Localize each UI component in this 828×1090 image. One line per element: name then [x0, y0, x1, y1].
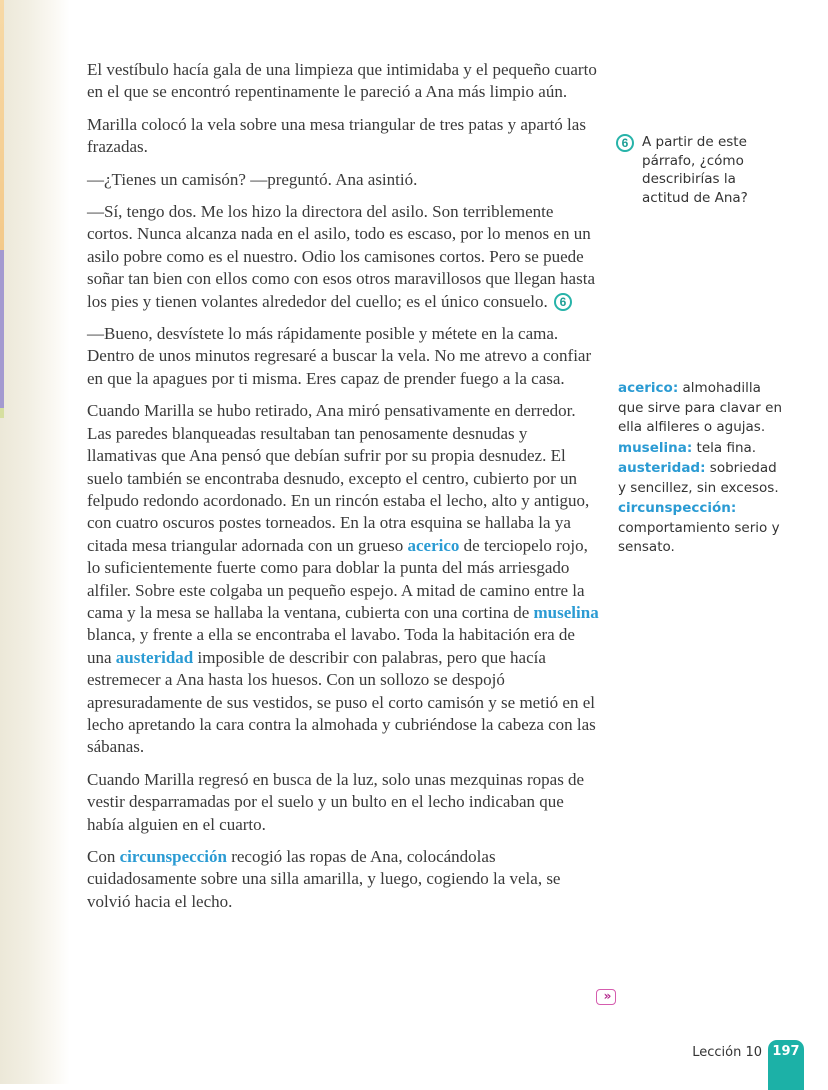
glossary-definition: tela fina. [696, 439, 757, 456]
paragraph-7: Cuando Marilla regresó en busca de la luz, solo unas mezquinas ropas de vestir desparramadas por el suelo y un bulto en el lecho indicaban que había alguien en el cuarto. [87, 769, 585, 834]
edge-color-tab-orange [0, 0, 4, 250]
page-margin-gradient [0, 0, 70, 1084]
paragraph-2: Marilla colocó la vela sobre una mesa triangular de tres patas y apartó las frazadas. [87, 114, 586, 157]
paragraph-8 [87, 846, 599, 913]
paragraph-4-text: —Sí, tengo dos. Me los hizo la directora del asilo. Son terriblemente cortos. Nunca alcanza nada en el asilo, todo es escaso, por lo menos en un asilo pobre como es el nuestro. Odio los camisones cortos. Pero se puede soñar tan bien con ellos como con esos otros maravillosos que llegan hasta los pies y tienen volantes alrededor del cuello; es el único consuelo. [87, 202, 595, 311]
glossary-entry-muselina [618, 439, 788, 459]
paragraph-6-text-b: de terciopelo rojo, lo suficientemente fuerte como para doblar la punta del más arriesgado alfiler. Sobre este colgaba un pequeño espejo. A mitad de camino entre la cama y la mesa se hallaba la ventana, cubierta con una cortina de [87, 535, 588, 622]
edge-color-tab-green [0, 408, 4, 418]
margin-question [616, 133, 766, 207]
glossary-link-muselina[interactable]: muselina [533, 602, 599, 622]
glossary-link-austeridad[interactable]: austeridad [115, 647, 194, 667]
glossary [618, 379, 788, 559]
paragraph-4 [87, 201, 599, 313]
glossary-entry-circunspeccion [618, 499, 788, 558]
glossary-term: circunspección: [618, 500, 737, 516]
glossary-link-circunspeccion[interactable]: circunspección [119, 847, 227, 866]
double-chevron-right-icon[interactable]: » [596, 989, 616, 1005]
paragraph-8-text-a: Con [87, 847, 120, 866]
paragraph-6-text-a: Cuando Marilla se hubo retirado, Ana miró pensativamente en derredor. Las paredes blanqueadas resultaban tan penosamente desnudas y llamativas que Ana pensó que debían sufrir por su propia desnudez. El suelo también se encontraba desnudo, excepto el centro, cubierto por un felpudo redondo acordonado. En un rincón estaba el lecho, alto y antiguo, con cuatro oscuros postes torneados. En la otra esquina se hallaba la ya citada mesa triangular adornada con un grueso [87, 401, 590, 555]
paragraph-3: —¿Tienes un camisón? —preguntó. Ana asintió. [87, 169, 418, 189]
glossary-entry-austeridad [618, 459, 788, 498]
edge-color-tab-purple [0, 250, 4, 410]
paragraph-8-text-b: recogió las ropas de Ana, colocándolas cuidadosamente sobre una silla amarilla, y luego, cogiendo la vela, se volvió hacia el lecho. [87, 847, 561, 911]
paragraph-6-text-c: blanca, y frente a ella se encontraba el lavabo. Toda la habitación era de una [87, 625, 575, 667]
story-text [87, 59, 599, 923]
glossary-term: acerico: [618, 380, 679, 396]
paragraph-5: —Bueno, desvístete lo más rápidamente posible y métete en la cama. Dentro de unos minutos regresaré a buscar la vela. No me atrevo a confiar en que la apagues por ti misma. Eres capaz de prender fuego a la casa. [87, 324, 592, 388]
paragraph-6-text-d: imposible de describir con palabras, pero que hacía estremecer a Ana hasta los huesos. Con un sollozo se despojó apresuradamente de sus vestidos, se puso el corto camisón y se metió en el lecho apretando la cara contra la almohada y cubriéndose la cabeza con las sábanas. [87, 647, 596, 757]
page-number-tab: 197 [768, 1040, 804, 1090]
question-marker-6: 6 [554, 293, 572, 311]
question-text: A partir de este párrafo, ¿cómo describirías la actitud de Ana? [642, 134, 748, 206]
glossary-entry-acerico [618, 379, 788, 438]
glossary-definition: comportamiento serio y sensato. [618, 519, 780, 555]
glossary-term: muselina: [618, 439, 693, 456]
glossary-link-acerico[interactable]: acerico [407, 535, 460, 555]
paragraph-6 [87, 400, 599, 759]
question-number-badge: 6 [616, 134, 634, 152]
lesson-label: Lección 10 [692, 1045, 762, 1060]
glossary-definition: almohadilla que sirve para clavar en ella alfileres o agujas. [618, 380, 783, 435]
paragraph-1: El vestíbulo hacía gala de una limpieza que intimidaba y el pequeño cuarto en el que se encontró repentinamente le pareció a Ana más limpio aún. [87, 60, 597, 102]
glossary-definition: sobriedad y sencillez, sin excesos. [618, 460, 779, 496]
glossary-term: austeridad: [618, 460, 706, 476]
